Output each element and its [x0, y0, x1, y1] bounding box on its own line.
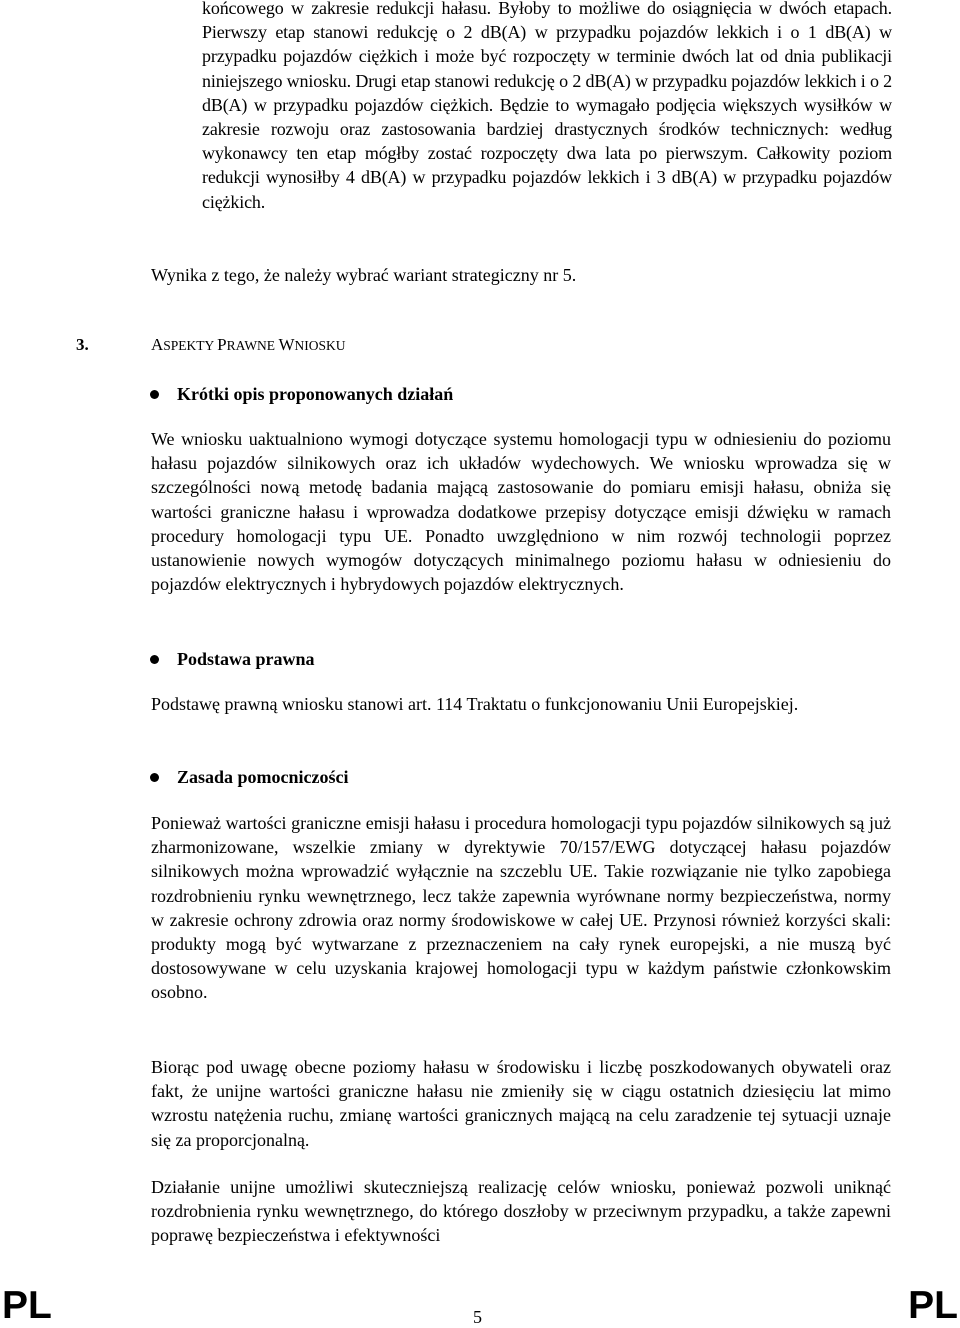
body-paragraph-continued: końcowego w zakresie redukcji hałasu. Byłoby to możliwe do osiągnięcia w dwóch etapach. Pierwszy etap stanowi redukcję o 2 dB(A) w przypadku pojazdów lekkich i o 1 dB(A) w przypadku pojazdów ciężkich i może być rozpoczęty w terminie dwóch lat od dnia publikacji niniejszego wniosku. Drugi etap stanowi redukcję o 2 dB(A) w przypadku pojazdów lekkich i o 2 dB(A) w przypadku pojazdów ciężkich. Będzie to wymagało podjęcia większych wysiłków w zakresie rozwoju oraz zastosowania bardziej drastycznych środków technicznych: według wykonawcy ten etap mógłby zostać rozpoczęty dwa lata po pierwszym. Całkowity poziom redukcji wynosiłby 4 dB(A) w przypadku pojazdów lekkich i 3 dB(A) w przypadku pojazdów ciężkich.	[202, 0, 892, 212]
page-number: 5	[473, 1307, 482, 1327]
section-number: 3.	[76, 335, 89, 354]
body-paragraph: We wniosku uaktualniono wymogi dotyczące systemu homologacji typu w odniesieniu do poziomu hałasu pojazdów silnikowych oraz ich układów wydechowych. We wniosku wprowadza się w szczególności nową metodę badania mającą zastosowanie do pomiaru emisji hałasu, obniża się wartości graniczne hałasu i wprowadza dodatkowe przepisy dotyczące emisji dźwięku w ramach procedury homologacji typu UE. Ponadto uwzględniono w nim rozwój technologii poprzez ustanowienie nowych wymogów dotyczących minimalnego poziomu hałasu w odniesieniu do pojazdów elektrycznych i hybrydowych pojazdów elektrycznych.	[151, 429, 891, 595]
section-heading	[76, 334, 346, 357]
body-paragraph: Działanie unijne umożliwi skuteczniejszą realizację celów wniosku, ponieważ pozwoli uniknąć rozdrobnienia rynku wewnętrznego, do którego doszłoby w przeciwnym przypadku, a także zapewni poprawę bezpieczeństwa i efektywności	[151, 1177, 891, 1246]
subsection-title: Zasada pomocniczości	[177, 767, 349, 787]
footer-language-right: PL	[908, 1284, 958, 1327]
conclusion-paragraph: Wynika z tego, że należy wybrać wariant strategiczny nr 5.	[151, 265, 577, 285]
body-paragraph: Podstawę prawną wniosku stanowi art. 114 Traktatu o funkcjonowaniu Unii Europejskiej.	[151, 694, 799, 714]
body-paragraph: Biorąc pod uwagę obecne poziomy hałasu w środowisku i liczbę poszkodowanych obywateli oraz fakt, że unijne wartości graniczne hałasu nie zmieniły się w ciągu ostatnich dziesięciu lat mimo wzrostu natężenia ruchu, zmianę wartości granicznych mającą na celu zaradzenie tej sytuacji uznaje się za proporcjonalną.	[151, 1057, 891, 1150]
section-title-part: RAWNE	[226, 338, 279, 353]
section-title-initial: W	[278, 335, 295, 354]
section-title-initial: P	[217, 335, 227, 354]
bullet-icon	[150, 655, 159, 664]
section-title-initial: A	[151, 335, 164, 354]
bullet-icon	[150, 390, 159, 399]
section-title-part: NIOSKU	[294, 338, 346, 353]
body-paragraph: Ponieważ wartości graniczne emisji hałasu i procedura homologacji typu pojazdów silnikowych są już zharmonizowane, wszelkie zmiany w dyrektywie 70/157/EWG dotyczącej hałasu pojazdów silnikowych można wprowadzić wyłącznie na szczeblu UE. Takie rozwiązanie nie tylko zapobiega rozdrobnieniu rynku wewnętrznego, lecz także zapewnia wyrównane normy bezpieczeństwa, normy w zakresie ochrony zdrowia oraz normy środowiskowe w całej UE. Przynosi również korzyści skali: produkty mogą być wytwarzane z przeznaczeniem na cały rynek europejski, a nie muszą być dostosowywane w celu uzyskania krajowej homologacji typu w każdym państwie członkowskim osobno.	[151, 813, 891, 1003]
footer-language-left: PL	[2, 1284, 52, 1327]
section-title-part: SPEKTY	[163, 338, 218, 353]
subsection-title: Podstawa prawna	[177, 649, 315, 669]
subsection-title: Krótki opis proponowanych działań	[177, 384, 454, 404]
bullet-icon	[150, 773, 159, 782]
